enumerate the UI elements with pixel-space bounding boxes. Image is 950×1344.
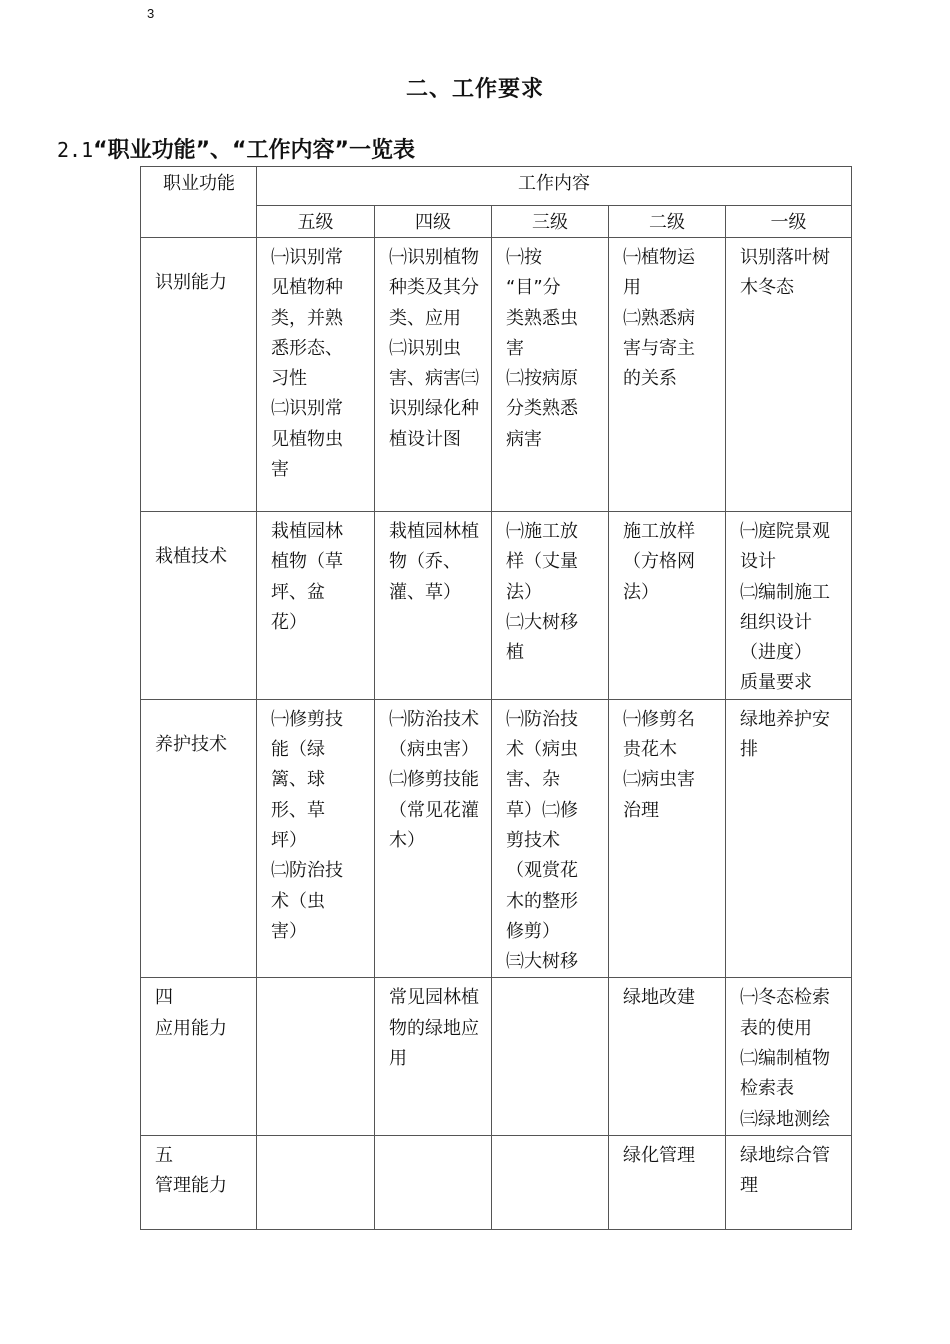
cell-text-line: 绿地综合管 xyxy=(740,1144,830,1166)
cell-text-line: 法） xyxy=(506,581,542,603)
cell-text-line: 物的绿地应 xyxy=(389,1017,479,1039)
cell-text-line: ㈡熟悉病 xyxy=(623,307,695,329)
content-cell xyxy=(609,699,726,978)
cell-text-line: 害与寄主 xyxy=(623,337,695,359)
content-cell xyxy=(257,512,375,700)
cell-text-line: 类熟悉虫 xyxy=(506,307,578,329)
content-cell xyxy=(257,699,375,978)
function-cell xyxy=(141,1135,257,1229)
cell-text-line: 绿地养护安 xyxy=(740,708,830,730)
cell-text-line: ㈠冬态检索 xyxy=(740,987,830,1009)
caption-title: “职业功能”、“工作内容”一览表 xyxy=(93,138,415,163)
cell-text-line: 术（虫 xyxy=(271,890,325,912)
cell-text-line: 灌、草） xyxy=(389,581,461,603)
content-cell xyxy=(375,699,492,978)
cell-text-line: 形、草 xyxy=(271,799,325,821)
cell-text-line: 种类及其分 xyxy=(389,277,479,299)
cell-text-line: 识别落叶树 xyxy=(740,247,830,268)
cell-text-line: 害） xyxy=(271,920,307,942)
content-cell xyxy=(492,699,609,978)
section-heading: 二、工作要求 xyxy=(405,77,544,102)
content-cell xyxy=(492,978,609,1135)
cell-text-line: 栽植园林 xyxy=(271,521,343,542)
cell-text-line: （病虫害） xyxy=(389,739,479,761)
content-cell xyxy=(375,238,492,512)
content-cell xyxy=(726,512,852,700)
content-cell xyxy=(257,1135,375,1229)
cell-text-line: 悉形态、 xyxy=(271,337,343,359)
caption-number: 2.1 xyxy=(57,138,94,162)
function-cell xyxy=(141,238,257,512)
cell-text-line: （常见花灌 xyxy=(389,799,479,821)
cell-text-line: ㈠修剪技 xyxy=(271,708,343,730)
cell-text-line: 治理 xyxy=(623,799,659,821)
cell-text-line: 五 xyxy=(155,1144,173,1166)
content-cell xyxy=(609,512,726,700)
work-requirements-table xyxy=(140,166,852,1230)
content-cell xyxy=(609,978,726,1135)
level-header: 五级 xyxy=(257,206,375,238)
cell-text-line: 能（绿 xyxy=(271,739,325,761)
cell-text-line: 识别能力 xyxy=(155,272,227,293)
content-cell xyxy=(726,699,852,978)
cell-text-line: 习性 xyxy=(271,368,307,390)
level-header: 四级 xyxy=(375,206,492,238)
page-number: 3 xyxy=(147,6,155,21)
header-content: 工作内容 xyxy=(257,167,852,206)
cell-text-line: 类，并熟 xyxy=(271,307,343,329)
cell-text-line: 类、应用 xyxy=(389,307,461,329)
cell-text-line: 设计 xyxy=(740,551,776,573)
cell-text-line: 法） xyxy=(623,581,659,603)
content-cell xyxy=(726,978,852,1135)
cell-text-line: 草）㈡修 xyxy=(506,799,578,821)
cell-text-line: 用 xyxy=(389,1048,407,1070)
cell-text-line: 用 xyxy=(623,277,641,299)
cell-text-line: 修剪） xyxy=(506,920,560,942)
cell-text-line: ㈠按 xyxy=(506,247,542,268)
cell-text-line: ㈠识别常 xyxy=(271,247,343,268)
table-header-row xyxy=(141,167,852,206)
cell-text-line: 组织设计 xyxy=(740,611,812,633)
cell-text-line: 病害 xyxy=(506,428,542,450)
cell-text-line: ㈠防治技 xyxy=(506,708,578,730)
cell-text-line: 见植物种 xyxy=(271,277,343,299)
content-cell xyxy=(257,978,375,1135)
content-cell xyxy=(726,1135,852,1229)
cell-text-line: 栽植园林植 xyxy=(389,521,479,542)
cell-text-line: 剪技术 xyxy=(506,829,560,851)
table-row xyxy=(141,699,852,978)
table-row xyxy=(141,1135,852,1229)
cell-text-line: 绿地改建 xyxy=(623,987,695,1009)
cell-text-line: 坪） xyxy=(271,829,307,851)
cell-text-line: ㈠施工放 xyxy=(506,521,578,542)
content-cell xyxy=(375,978,492,1135)
content-cell xyxy=(609,1135,726,1229)
cell-text-line: 木的整形 xyxy=(506,890,578,912)
table-caption xyxy=(57,133,415,164)
cell-text-line: （方格网 xyxy=(623,551,695,573)
cell-text-line: ㈡防治技 xyxy=(271,860,343,882)
level-header: 三级 xyxy=(492,206,609,238)
cell-text-line: ㈡识别常 xyxy=(271,398,343,420)
cell-text-line: 植设计图 xyxy=(389,428,461,450)
cell-text-line: ㈡病虫害 xyxy=(623,769,695,791)
cell-text-line: ㈠修剪名 xyxy=(623,708,695,730)
cell-text-line: 害 xyxy=(271,459,289,481)
level-header: 二级 xyxy=(609,206,726,238)
cell-text-line: ㈡识别虫 xyxy=(389,337,461,359)
cell-text-line: 植物（草 xyxy=(271,551,343,573)
cell-text-line: ㈡编制施工 xyxy=(740,581,830,603)
table-row xyxy=(141,238,852,512)
cell-text-line: 管理能力 xyxy=(155,1175,227,1197)
cell-text-line: ㈠识别植物 xyxy=(389,247,479,268)
cell-text-line: 分类熟悉 xyxy=(506,398,578,420)
content-cell xyxy=(492,238,609,512)
cell-text-line: “目”分 xyxy=(506,277,561,299)
cell-text-line: 表的使用 xyxy=(740,1017,812,1039)
table-row xyxy=(141,512,852,700)
cell-text-line: 见植物虫 xyxy=(271,428,343,450)
content-cell xyxy=(375,1135,492,1229)
cell-text-line: ㈡编制植物 xyxy=(740,1048,830,1070)
header-function: 职业功能 xyxy=(141,167,257,238)
cell-text-line: 识别绿化种 xyxy=(389,398,479,420)
cell-text-line: 检索表 xyxy=(740,1078,794,1100)
function-cell xyxy=(141,512,257,700)
cell-text-line: 贵花木 xyxy=(623,739,677,761)
cell-text-line: ㈢绿地测绘 xyxy=(740,1108,830,1130)
cell-text-line: 样（丈量 xyxy=(506,551,578,573)
cell-text-line: （进度） xyxy=(740,642,812,664)
cell-text-line: （观赏花 xyxy=(506,860,578,882)
cell-text-line: 栽植技术 xyxy=(155,546,227,567)
cell-text-line: ㈡按病原 xyxy=(506,368,578,390)
cell-text-line: 应用能力 xyxy=(155,1017,227,1039)
content-cell xyxy=(492,1135,609,1229)
cell-text-line: ㈡大树移 xyxy=(506,611,578,633)
content-cell xyxy=(257,238,375,512)
cell-text-line: 害、杂 xyxy=(506,769,560,791)
cell-text-line: 害、病害㈢ xyxy=(389,368,479,390)
function-cell xyxy=(141,978,257,1135)
cell-text-line: 的关系 xyxy=(623,368,677,390)
cell-text-line: 四 xyxy=(155,987,173,1009)
cell-text-line: ㈡修剪技能 xyxy=(389,769,479,791)
table-row xyxy=(141,978,852,1135)
cell-text-line: 常见园林植 xyxy=(389,987,479,1009)
cell-text-line: 植 xyxy=(506,642,524,664)
cell-text-line: 坪、盆 xyxy=(271,581,325,603)
cell-text-line: ㈠庭院景观 xyxy=(740,521,830,542)
cell-text-line: 养护技术 xyxy=(155,733,227,755)
content-cell xyxy=(726,238,852,512)
cell-text-line: 术（病虫 xyxy=(506,739,578,761)
cell-text-line: 物（乔、 xyxy=(389,551,461,573)
cell-text-line: ㈠防治技术 xyxy=(389,708,479,730)
cell-text-line: 花） xyxy=(271,611,307,633)
content-cell xyxy=(492,512,609,700)
cell-text-line: 质量要求 xyxy=(740,672,812,694)
cell-text-line: 排 xyxy=(740,739,758,761)
content-cell xyxy=(609,238,726,512)
cell-text-line: 理 xyxy=(740,1175,758,1197)
cell-text-line: 木） xyxy=(389,829,425,851)
cell-text-line: 害 xyxy=(506,337,524,359)
cell-text-line: ㈠植物运 xyxy=(623,247,695,268)
cell-text-line: 施工放样 xyxy=(623,521,695,542)
cell-text-line: 木冬态 xyxy=(740,277,794,299)
cell-text-line: ㈢大树移 xyxy=(506,951,578,973)
cell-text-line: 绿化管理 xyxy=(623,1144,695,1166)
function-cell xyxy=(141,699,257,978)
content-cell xyxy=(375,512,492,700)
level-header: 一级 xyxy=(726,206,852,238)
cell-text-line: 篱、球 xyxy=(271,769,325,791)
